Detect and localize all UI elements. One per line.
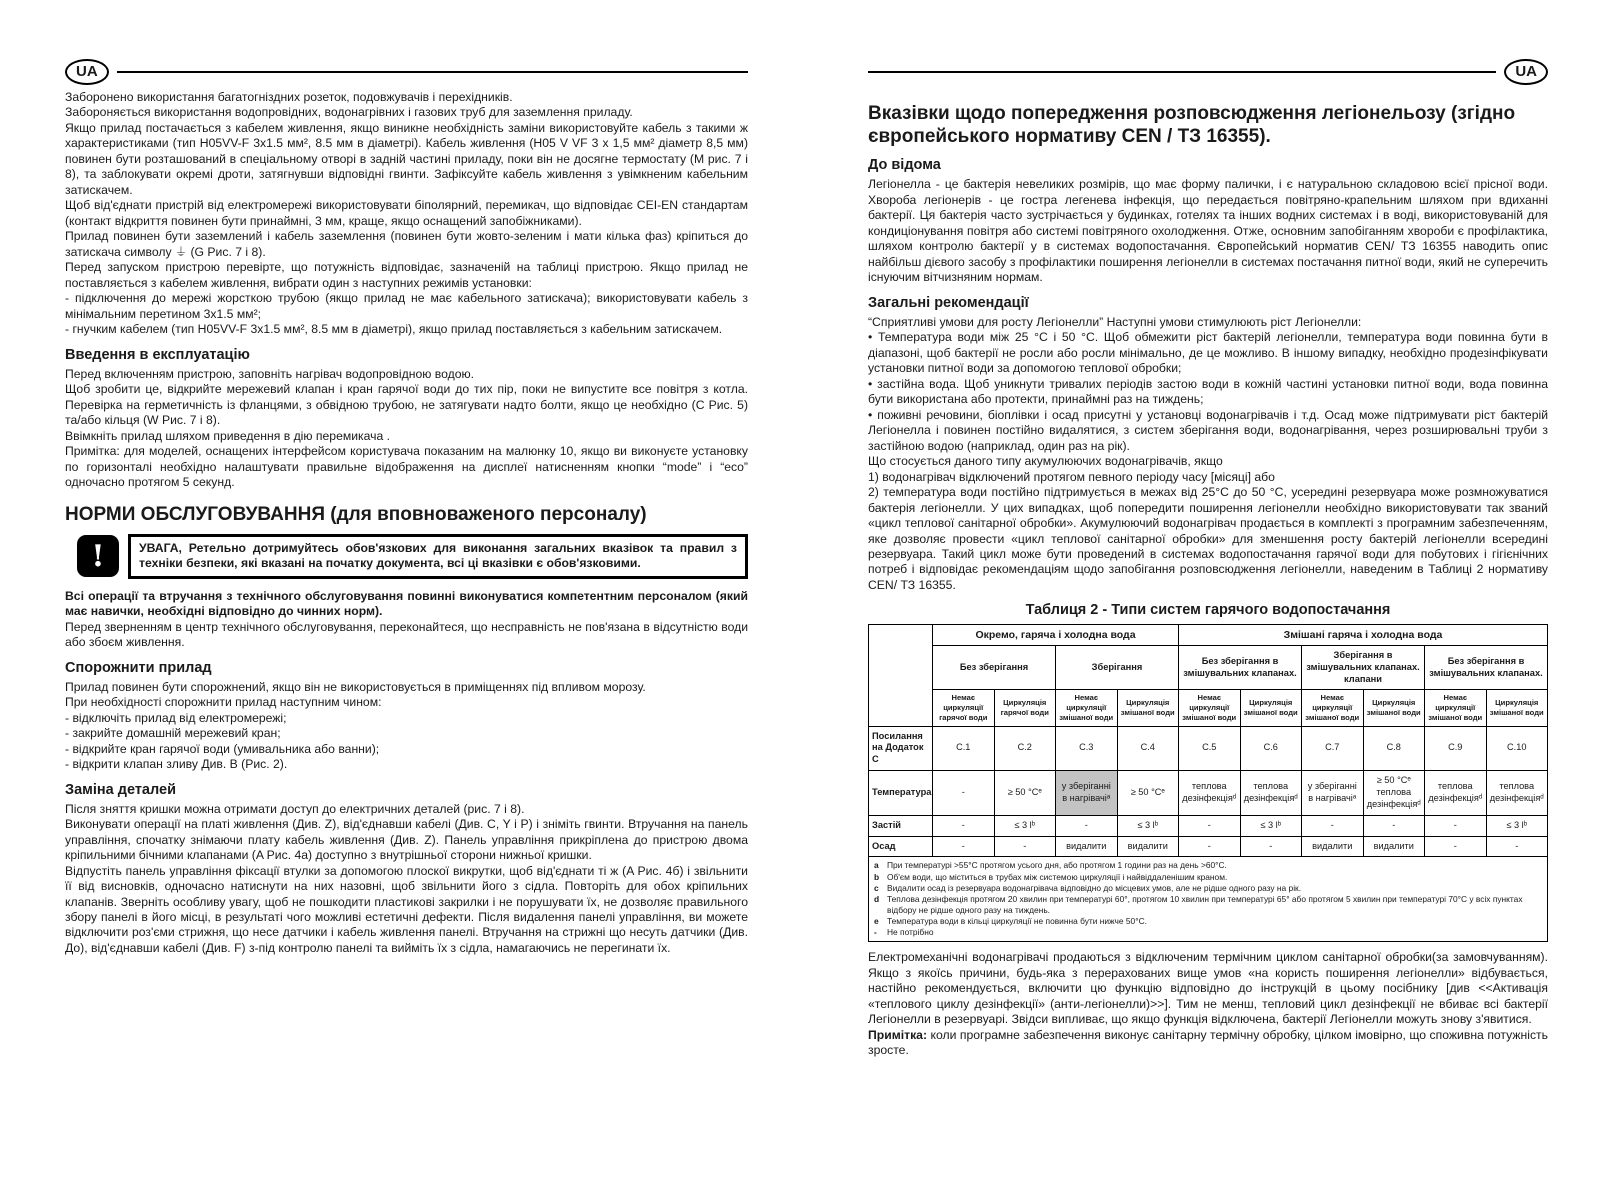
table-footnotes	[869, 857, 1548, 942]
table-cell: -	[1486, 836, 1548, 857]
table-cell: ≥ 50 °Cᵉ	[1117, 770, 1179, 815]
table-cell: теплова дезінфекціяᵈ	[1486, 770, 1548, 815]
table-footnote	[874, 872, 1542, 883]
paragraph: Виконувати операції на платі живлення (Див. Z), від'єднавши кабелі (Див. C, Y і P) і зніміть гвинти. Втручання на панель управління, спочатку знімаючи плату кабель живлення (Див. Z). Панель управління прикріплена до пристрою двома кріпильними бічними клапанами (A Рис. 4a) доступно з внутрішньої сторони нижньої кришки.	[65, 817, 748, 863]
table-circulation-header: Немає циркуляції змішаної води	[1056, 690, 1118, 727]
table-cell: -	[1056, 815, 1118, 836]
table-cell: C.2	[994, 726, 1056, 770]
table-row	[869, 815, 1548, 836]
paragraph: Що стосується даного типу акумулюючих водонагрівачів, якщо	[868, 454, 1223, 469]
table-cell: ≤ 3 lᵇ	[1117, 815, 1179, 836]
recommendations-paragraphs	[868, 315, 1548, 594]
table-footnote	[874, 860, 1542, 871]
footnote-key: a	[874, 860, 879, 871]
table-row-label: Застій	[869, 815, 933, 836]
table-group-header: Змішані гаряча і холодна вода	[1179, 625, 1548, 646]
paragraph: При необхідності спорожнити прилад наступним чином:	[65, 695, 382, 710]
footnote-text: Теплова дезінфекція протягом 20 хвилин при температурі 60°, протягом 10 хвилин при температурі 65° або протягом 5 хвилин при температурі 70°C у всіх пунктах відбору не рідше одного разу на тиждень.	[887, 893, 1523, 915]
table-cell: -	[1363, 815, 1425, 836]
table-row-label: Посилання на Додаток C	[869, 726, 933, 770]
table-cell: теплова дезінфекціяᵈ	[1240, 770, 1302, 815]
paragraph: Заборонено використання багатогніздних розеток, подовжувачів і перехідників.	[65, 90, 513, 104]
section-heading-parts: Заміна деталей	[65, 781, 176, 798]
warning-exclamation-icon: !	[77, 535, 119, 577]
warning-text: УВАГА, Ретельно дотримуйтесь обов'язкових для виконання загальних вказівок та правил з техніки безпеки, які вказані на початку документа, всі ці вказівки є обов'язковими.	[139, 540, 737, 571]
note-text: коли програмне забезпечення виконує санітарну термічну обробку, цілком імовірно, що споживна потужність зросте.	[868, 1027, 1548, 1058]
paragraph: Ввімкніть прилад шляхом приведення в дію перемикача .	[65, 428, 391, 443]
footnote-key: d	[874, 893, 880, 904]
table-cell: C.5	[1179, 726, 1241, 770]
table-cell: видалити	[1117, 836, 1179, 857]
paragraph: Відпустіть панель управління фіксації втулки за допомогою плоскої викрутки, щоб від'єднати ті ж (A Рис. 4б) і звільнити її від висновків, одночасно натиснути на них назовні, щоб звільнити його з сідла. Повторіть для обох кріпильних клапанів. Зверніть особливу увагу, щоб не пошкодити пластикові закрилки і не порушувати їх, не дозволяє правильного збору панелі в його місці, в результаті чого можливі естетичні дефекти. Після видалення панелі управління, ви можете відключити роз'єми стрижня, що несе датчики і кабель живлення панелі. Втручання на стрижні що несуть датчики (Див. До), від'єднавши кабелі (Див. F) з-під контролю панелі та вийміть їх з сідла, намагаючись не перегинати їх.	[65, 863, 748, 955]
paragraph: - відключіть прилад від електромережі;	[65, 710, 287, 725]
table-cell: C.6	[1240, 726, 1302, 770]
section-heading-commissioning: Введення в експлуатацію	[65, 346, 250, 363]
table-cell: -	[1425, 815, 1487, 836]
table-row	[869, 836, 1548, 857]
hot-water-systems-table	[868, 624, 1548, 942]
table-cell: ≤ 3 lᵇ	[994, 815, 1056, 836]
paragraph: - гнучким кабелем (тип H05VV-F 3x1.5 мм², 8.5 мм в діаметрі), якщо прилад поставляється з кабельним затискачем.	[65, 322, 723, 337]
emptying-paragraphs	[65, 680, 748, 773]
table-cell: -	[1179, 815, 1241, 836]
table-cell: C.9	[1425, 726, 1487, 770]
footnote-key: c	[874, 882, 879, 893]
info-paragraphs	[868, 177, 1548, 285]
table-row-label: Температура	[869, 770, 933, 815]
table-cell: у зберіганні в нагрівачіᵃ	[1302, 770, 1364, 815]
table-corner-cell	[869, 625, 933, 726]
footnote-text: При температурі >55°C протягом усього дня, або протягом 1 години раз на день >60°C.	[887, 860, 1227, 871]
table-footnote	[874, 894, 1542, 916]
commissioning-paragraphs	[65, 367, 748, 491]
footnote-text: Не потрібно	[887, 927, 934, 938]
parts-paragraphs	[65, 802, 748, 957]
table-cell: -	[1425, 836, 1487, 857]
maintenance-paragraph: Перед зверненням в центр технічного обслуговування, переконайтеся, що несправність не пов'язана в відсутністю води або збоєм живлення.	[65, 619, 748, 650]
right-header-rule	[868, 58, 1548, 86]
paragraph: - закрийте домашній мережевий кран;	[65, 726, 281, 741]
paragraph: Після зняття кришки можна отримати доступ до електричних деталей (рис. 7 і 8).	[65, 801, 525, 816]
closing-paragraphs	[868, 950, 1548, 1027]
table-cell: теплова дезінфекціяᵈ	[1425, 770, 1487, 815]
table-group-header: Окремо, гаряча і холодна вода	[933, 625, 1179, 646]
header-rule-line-left	[117, 71, 748, 73]
table-subgroup-header: Без зберігання в змішувальних клапанах.	[1179, 646, 1302, 690]
paragraph: 1) водонагрівач відключений протягом певного періоду часу [місяці] або	[868, 469, 1275, 484]
table-cell: теплова дезінфекціяᵈ	[1179, 770, 1241, 815]
table-subgroup-header: Без зберігання	[933, 646, 1056, 690]
table-circulation-header: Немає циркуляції гарячої води	[933, 690, 995, 727]
table-circulation-header: Немає циркуляції змішаної води	[1302, 690, 1364, 727]
table-cell: -	[1179, 836, 1241, 857]
table-cell: ≥ 50 °Cᵉ	[994, 770, 1056, 815]
footnote-text: Об'єм води, що міститься в трубах між системою циркуляції і найвіддаленішим краном.	[887, 871, 1228, 882]
table-cell: C.10	[1486, 726, 1548, 770]
table-row	[869, 726, 1548, 770]
table-circulation-header: Немає циркуляції змішаної води	[1425, 690, 1487, 727]
table-circulation-header: Циркуляція змішаної води	[1240, 690, 1302, 727]
table-row	[869, 770, 1548, 815]
paragraph: 2) температура води постійно підтримується в межах від 25°C до 50 °C, усередині резервуара може розмножуватися бактерія легіонелли. У цих випадках, щоб попередити поширення легіонелли необхідно використовувати так званий «цикл теплової санітарної обробки». Акумулюючий водонагрівач продається в комплекті з програмним забезпеченням, яке дозволяє провести «цикл теплової санітарної обробки» для зменшення росту бактерій легіонелли всередині резервуара. Такий цикл може бути проведений в системах водопостачання гарячої води для побутових і гігієнічних потреб і відповідає рекомендаціям щодо запобігання розповсюдження легіонелли, наведеним в Таблиці 2 нормативу CEN/ ТЗ 16355.	[868, 485, 1548, 592]
paragraph: • Температура води між 25 °C і 50 °C. Щоб обмежити ріст бактерій легіонелли, температура води повинна бути в діапазоні, щоб бактерії не росли або росли мінімально, де це можливо. В іншому випадку, необхідно продезінфікувати установки питної води за допомогою теплової обробки;	[868, 330, 1548, 376]
table-cell: -	[933, 815, 995, 836]
table-cell: C.4	[1117, 726, 1179, 770]
paragraph: Перед запуском пристрою перевірте, що потужність відповідає, зазначеній на таблиці пристрою. Якщо прилад не поставляється з кабелем живлення, вибрати один з наступних режимів установки:	[65, 260, 748, 290]
table-subgroup-header: Зберігання в змішувальних клапанах. клапани	[1302, 646, 1425, 690]
table-subgroup-header: Зберігання	[1056, 646, 1179, 690]
section-heading-recommendations: Загальні рекомендації	[868, 294, 1029, 311]
section-heading-maintenance: НОРМИ ОБСЛУГОВУВАННЯ (для вповноваженого персоналу)	[65, 503, 647, 525]
table-cell: C.8	[1363, 726, 1425, 770]
paragraph: - підключення до мережі жорсткою трубою (якщо прилад не має кабельного затискача); використовувати кабель з мінімальним перетином 3x1.5 мм²;	[65, 291, 748, 321]
table-circulation-header: Циркуляція змішаної води	[1486, 690, 1548, 727]
header-rule-line-right	[868, 71, 1496, 73]
legionella-title: Вказівки щодо попередження розповсюдження легіонельозу (згідно європейського нормативу CEN / ТЗ 16355).	[868, 103, 1516, 148]
paragraph: Якщо прилад постачається з кабелем живлення, якщо виникне необхідність заміни використовуйте кабель з такими ж характеристиками (тип H05VV-F 3x1.5 мм², 8.5 мм в діаметрі). Кабель живлення (H05 V VF 3 x 1,5 мм² діаметр 8,5 мм) повинен бути розташований в спеціальному отворі в задній частині приладу, поки він не досягне термостату (M рис. 7 і 8), та заблокувати окремі дроти, затягнувши відповідні гвинти. Зафіксуйте кабель живлення з увімкненим кабельним затискачем.	[65, 120, 748, 197]
paragraph: - відкрийте кран гарячої води (умивальника або ванни);	[65, 741, 380, 756]
footnote-key: b	[874, 871, 880, 882]
left-column	[65, 90, 748, 956]
table-circulation-header: Немає циркуляції змішаної води	[1179, 690, 1241, 727]
warning-box	[65, 534, 748, 579]
paragraph: Забороняється використання водопровідних, водонагрівних і газових труб для заземлення приладу.	[65, 105, 633, 120]
note-paragraph	[868, 1028, 1548, 1059]
table-row-label: Осад	[869, 836, 933, 857]
table-footnote	[874, 916, 1542, 927]
table-cell: ≤ 3 lᵇ	[1240, 815, 1302, 836]
paragraph: Примітка: для моделей, оснащених інтерфейсом користувача показаним на малюнку 10, якщо ви виконуєте установку по горизонталі необхідно налаштувати правильне відображення на дисплеї натисненням кнопки “mode” і “eco” одночасно протягом 5 секунд.	[65, 444, 748, 490]
paragraph: Легіонелла - це бактерія невеликих розмірів, що має форму палички, і є натуральною складовою всієї прісної води. Хвороба легіонерів - це гостра легенева інфекція, що передається повітряно-крапельним шляхом при вдиханні бактерії. Ця бактерія часто зустрічається у будинках, готелях та інших водних системах і в воді, використовуваній для кондиціонування повітря або системі повітряного охолодження. Отже, основним запобіганням хвороби є профілактика, шляхом контролю бактерії у в системах водопостачання. Європейський норматив CEN/ ТЗ 16355 наводить опис найбільш дієвого засобу з профілактики поширення легіонелли в системах постачання питної води, який не суперечить існуючим вітчизняним нормам.	[868, 177, 1548, 285]
table-cell: -	[1240, 836, 1302, 857]
table-cell: C.3	[1056, 726, 1118, 770]
table-cell: C.1	[933, 726, 995, 770]
table-cell: ≥ 50 °Cᵉ теплова дезінфекціяᵈ	[1363, 770, 1425, 815]
section-heading-emptying: Спорожнити прилад	[65, 659, 212, 676]
maintenance-bold-paragraph: Всі операції та втручання з технічного обслуговування повинні виконуватися компетентним персоналом (який має навички, необхідні відповідно до чинних норм).	[65, 588, 748, 619]
table-cell: C.7	[1302, 726, 1364, 770]
paragraph: Щоб від'єднати пристрій від електромережі використовувати біполярний, перемикач, що відповідає CEI-EN стандартам (контакт відкриття повинен бути принаймні, 3 мм, краще, якщо оснащений запобіжниками).	[65, 198, 748, 228]
section-heading-info: До відома	[868, 157, 941, 174]
paragraph: “Сприятливі умови для росту Легіонелли” Наступні умови стимулюють ріст Легіонелли:	[868, 314, 1362, 329]
table-cell: -	[994, 836, 1056, 857]
intro-paragraphs	[65, 90, 748, 338]
table-cell: -	[1302, 815, 1364, 836]
language-badge-left: UA	[65, 59, 109, 85]
paragraph: Щоб зробити це, відкрийте мережевий клапан і кран гарячої води до тих пір, поки не випустите все повітря з котла. Перевірка на герметичність із фланцями, з обвідною трубою, не затягувати надто болти, якщо це необхідно (C Рис. 5) та/або кільця (W Рис. 7 і 8).	[65, 382, 748, 428]
paragraph: • застійна вода. Щоб уникнути тривалих періодів застою води в кожній частині установки питної води, вода повинна бути використана або протекти, принаймні раз на тиждень;	[868, 376, 1548, 407]
footnote-key: -	[874, 927, 877, 938]
paragraph: Перед включенням пристрою, заповніть нагрівач водопровідною водою.	[65, 366, 475, 381]
paragraph: Прилад повинен бути заземлений і кабель заземлення (повинен бути жовто-зеленим і мати кілька фаз) кріпиться до затискача символу ⏚ (G Рис. 7 і 8).	[65, 229, 748, 259]
table-cell: у зберіганні в нагрівачіᵃ	[1056, 770, 1118, 815]
paragraph: - відкрити клапан зливу Див. B (Рис. 2).	[65, 757, 288, 772]
left-header-rule	[65, 58, 748, 86]
table-cell: видалити	[1302, 836, 1364, 857]
paragraph: Прилад повинен бути спорожнений, якщо він не використовується в приміщеннях під впливом морозу.	[65, 679, 646, 694]
table-footnote	[874, 927, 1542, 938]
table-cell: -	[933, 836, 995, 857]
table-title: Таблиця 2 - Типи систем гарячого водопостачання	[1025, 602, 1391, 619]
footnote-text: Температура води в кільці циркуляції не повинна бути нижче 50°C.	[887, 915, 1147, 926]
table-cell: видалити	[1056, 836, 1118, 857]
warning-frame	[128, 534, 748, 579]
footnote-key: e	[874, 915, 879, 926]
paragraph: • поживні речовини, біоплівки і осад присутні у установці водонагрівачів і т.д. Осад може підтримувати ріст бактерій Легіонелла і повинен постійно видалятися, з систем зберігання води, водонагрівання, через розширювальні труби з застійною водою (наприклад, один раз на рік).	[868, 407, 1548, 453]
table-cell: -	[933, 770, 995, 815]
language-badge-right: UA	[1504, 59, 1548, 85]
paragraph: Електромеханічні водонагрівачі продаються з відключеним термічним циклом санітарної обробки(за замовчуванням). Якщо з якоїсь причини, будь-яка з перерахованих вище умов «на користь поширення легіонелли» відбувається, настійно рекомендується, включити цю функцію відповідно до інструкцій в цьому посібнику [див <<Активація «теплового циклу дезінфекції» (анти-легіонелли)>>]. Тим не менш, тепловий цикл дезінфекції не вбиває всі бактерії Легіонелли в резервуарі. Звідси випливає, що якщо функція відключена, бактерії Легіонелли можуть знову з'явитися.	[868, 950, 1548, 1027]
table-cell: видалити	[1363, 836, 1425, 857]
table-subgroup-header: Без зберігання в змішувальних клапанах.	[1425, 646, 1548, 690]
table-circulation-header: Циркуляція змішаної води	[1117, 690, 1179, 727]
note-label: Примітка:	[868, 1027, 928, 1042]
table-cell: ≤ 3 lᵇ	[1486, 815, 1548, 836]
table-circulation-header: Циркуляція гарячої води	[994, 690, 1056, 727]
footnote-text: Видалити осад із резервуара водонагрівача відповідно до місцевих умов, але не рідше одного разу на рік.	[887, 882, 1302, 893]
table-footnote	[874, 883, 1542, 894]
table-circulation-header: Циркуляція змішаної води	[1363, 690, 1425, 727]
right-column	[868, 90, 1548, 1059]
